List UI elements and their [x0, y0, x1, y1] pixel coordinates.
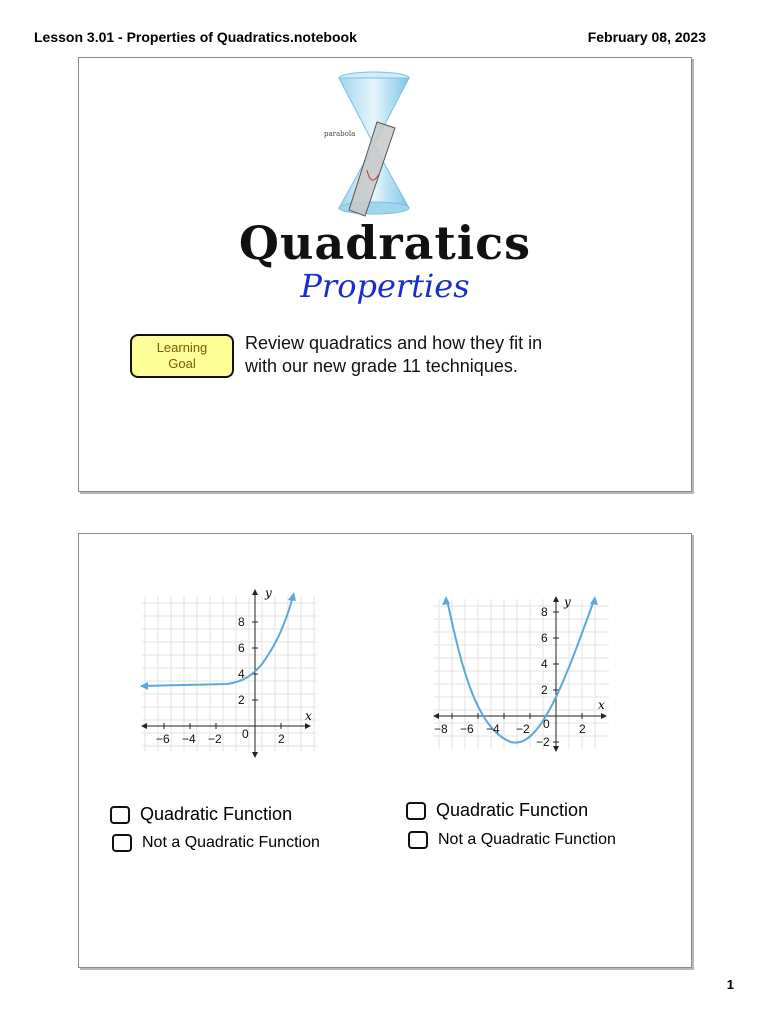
x-tick-label: −2: [516, 722, 530, 736]
right-option-not-quadratic[interactable]: [408, 831, 616, 849]
x-tick-label: −4: [182, 732, 196, 746]
slide-subtitle: Properties: [300, 267, 470, 305]
y-tick-label: 8: [541, 605, 548, 619]
goal-badge-line-1: Learning: [156, 340, 208, 355]
document-date: February 08, 2023: [587, 29, 706, 45]
checkbox[interactable]: [406, 802, 426, 820]
y-axis-label: y: [564, 595, 571, 609]
x-tick-label: −8: [434, 722, 448, 736]
goal-text-line-2: with our new grade 11 techniques.: [245, 356, 518, 376]
y-tick-label: 6: [541, 631, 548, 645]
y-tick-label: 6: [238, 641, 245, 655]
double-cone-illustration: [309, 70, 439, 218]
curve-exponential: [141, 596, 293, 686]
slide-title: Quadratics: [238, 216, 532, 270]
graph-grid: [142, 596, 317, 751]
cone-label: parabola: [324, 130, 356, 138]
y-axis-label: y: [265, 586, 272, 600]
x-axis-label: x: [598, 698, 605, 712]
x-tick-label: −6: [460, 722, 474, 736]
slide-2: [78, 533, 692, 968]
goal-badge-line-2: Goal: [168, 356, 196, 371]
goal-text-line-1: Review quadratics and how they fit in: [245, 333, 543, 353]
y-tick-label: −2: [536, 735, 550, 749]
page-number: 1: [726, 977, 734, 992]
learning-goal-badge: [130, 334, 234, 378]
y-tick-label: 4: [238, 667, 245, 681]
left-option-not-quadratic[interactable]: [112, 834, 320, 852]
x-tick-label: −2: [208, 732, 222, 746]
slide-1: [78, 57, 692, 492]
option-label: Quadratic Function: [436, 800, 589, 820]
x-tick-label: −4: [486, 722, 500, 736]
x-tick-label: 0: [242, 727, 249, 741]
left-option-quadratic[interactable]: [110, 804, 292, 825]
option-label: Not a Quadratic Function: [142, 834, 320, 851]
checkbox[interactable]: [408, 831, 428, 849]
option-label: Not a Quadratic Function: [438, 831, 616, 848]
document-title: Lesson 3.01 - Properties of Quadratics.notebook: [34, 29, 357, 45]
y-tick-label: 4: [541, 657, 548, 671]
checkbox[interactable]: [112, 834, 132, 852]
graph-exponential: [137, 586, 319, 762]
checkbox[interactable]: [110, 806, 130, 824]
option-label: Quadratic Function: [140, 804, 293, 824]
right-option-quadratic[interactable]: [406, 800, 588, 821]
x-tick-label: 2: [278, 732, 285, 746]
learning-goal-text: [245, 332, 665, 378]
y-tick-label: 2: [238, 693, 245, 707]
y-tick-label: 2: [541, 683, 548, 697]
x-axis-label: x: [305, 709, 312, 723]
x-tick-label: −6: [156, 732, 170, 746]
y-tick-label: 8: [238, 615, 245, 629]
graph-parabola: [429, 594, 614, 752]
x-tick-label: 0: [543, 717, 550, 731]
x-tick-label: 2: [579, 722, 586, 736]
